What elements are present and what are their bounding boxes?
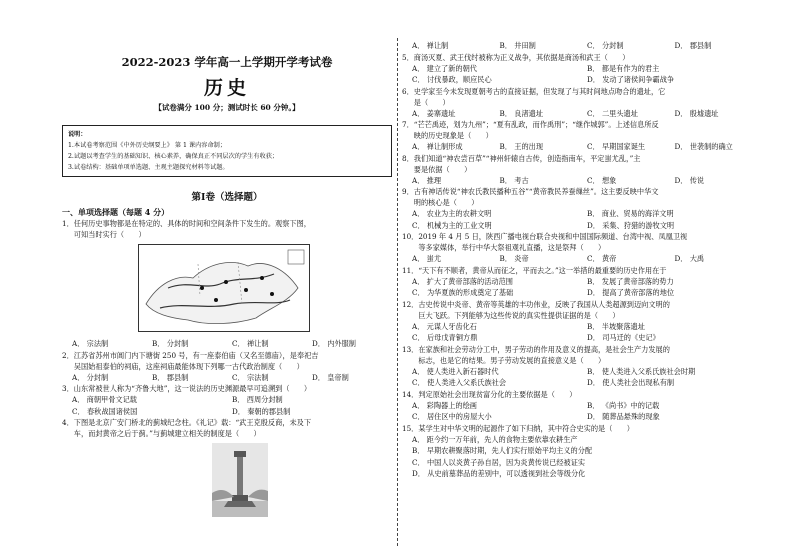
notes-line: 3.试卷结构：基础单项单选题、主观主题探究材料等试题。 [68,164,229,171]
question-number: 9． [402,187,414,196]
question-line [402,97,762,108]
notes-box [62,125,392,177]
question-item [62,383,392,417]
answer-option: C． 黄帝 [587,254,617,263]
answer-options [402,400,762,423]
answer-option: D． 传说 [674,175,705,185]
historical-map-image [138,244,310,332]
question-line [402,265,762,276]
question-text: 要是依据（ ） [413,164,472,174]
question-text: 江苏省苏州市阊门内下塘街 250 号，有一座泰伯庙（又名至德庙），是奉祀吉 [73,350,319,360]
question-item [402,186,762,231]
answer-option: B． 井田制 [499,41,536,50]
question-line [402,119,762,130]
answer-option: A． 商朝甲骨文记载 [72,395,137,404]
question-text: 是（ ） [413,97,450,107]
answer-option: D． 郡县制 [674,41,712,50]
answer-option: D． 大禹 [674,254,705,263]
answer-options [62,372,392,384]
answer-options [402,40,762,52]
question-item [62,350,392,384]
question-number: 2． [62,350,74,360]
answer-option: B． 考古 [499,175,529,185]
answer-option: D． 司马迁的《史记》 [587,333,660,342]
answer-options [402,108,762,120]
notes-line: 1.本试卷考察范围《中外历史纲要上》 第 1 课内容命制； [68,142,227,149]
question-item [402,389,762,423]
answer-option: C． 使人类进入父系氏族社会 [412,378,507,387]
question-text: 明的核心是（ ） [413,198,479,207]
answer-option: A． 彩陶器上的绘画 [412,400,477,410]
answer-option: B． 王的出现 [499,142,544,151]
answer-option: D． 使人类社会出现私有制 [587,378,675,387]
answer-option: D． 皇帝制 [312,372,349,382]
question-line [402,423,762,434]
question-line [402,164,762,175]
answer-option: C． 早期国家诞生 [587,142,646,151]
question-line [402,86,762,97]
question-text: 车，而封黄帝之后于蓟。”与蓟城建立相关的制度是（ ） [73,429,261,438]
answer-option: C． 春秋战国诸侯国 [72,406,138,416]
question-number: 5． [402,52,414,62]
answer-option: A． 蚩尤 [412,254,442,263]
answer-option: C． 宗法制 [232,372,269,382]
answer-options [402,434,762,480]
question-line [62,428,392,439]
question-list-right [402,40,762,480]
question-line [402,310,762,321]
answer-options [402,208,762,231]
question-line [402,355,762,366]
question-text: 商汤灭夏、武王伐纣被称为正义战争，其依据是商汤和武王（ ） [413,52,630,62]
answer-option: D． 内外服制 [312,339,356,348]
answer-option: C． 禅让制 [232,339,269,348]
answer-option: C． 后母戊青铜方鼎 [412,333,478,342]
question-line [62,218,392,229]
answer-option: D． 采集、狩猎的游牧文明 [587,220,675,230]
answer-option: B． 使人类进入父系氏族社会时期 [587,366,696,376]
answer-option: D． 世袭制的确立 [674,142,733,151]
question-text: 山东常被世人称为“齐鲁大地”，这一说法的历史渊源最早可追溯到（ ） [73,384,312,393]
question-text: 映的历史现象是（ ） [413,131,493,140]
question-number: 1． [62,219,74,228]
answer-option: C． 二里头遗址 [587,108,638,118]
question-list-left [62,218,392,520]
question-item [402,153,762,187]
question-item [402,423,762,480]
subject-title: 历史 [203,77,250,99]
question-text: 等多家媒体，举行中华大祭祖观礼直播，这是祭拜（ ） [418,243,606,252]
right-column [402,40,762,480]
answer-option: B． 炎帝 [499,254,529,263]
notes-line: 2.试题以考查学生的基础知识、核心素养，确保真正不同层次的学生有收获； [68,153,279,160]
answer-option: A． 扩大了黄帝部落的活动范围 [412,276,513,286]
answer-option: C． 想象 [587,175,617,185]
answer-option: D． 从史前墓葬品的差别中，可以透视到社会等级分化 [412,469,586,478]
question-number: 6． [402,86,414,96]
question-text: 史学家至今未发现夏朝考古的直接证据，但发现了与其时间地点吻合的遗址，它 [413,86,666,96]
question-text: 某学生对中华文明的起源作了如下归纳，其中符合史实的是（ ） [418,423,634,433]
answer-option: C． 讨伐暴政，顺应民心 [412,75,492,84]
answer-option: B． 半坡聚落遗址 [587,321,645,331]
answer-option: B． 都是有作为的君主 [587,63,660,73]
question-text: 巨大飞跃。下列能够为这些传说的真实性提供证据的是（ ） [418,310,620,320]
question-text: 下图是北京广安门桥北的蓟城纪念柱。《礼记》载：“武王克殷反商，未及下 [73,418,312,427]
question-text: 可知当时实行（ ） [73,230,146,239]
answer-options [402,276,762,299]
question-text: 标志，也是它的结果。男子劳动发展的直接意义是（ ） [418,355,606,365]
question-line [62,229,392,240]
question-line [402,299,762,310]
answer-options [402,321,762,344]
question-number: 8． [402,153,414,163]
answer-option: B． 发展了黄帝部落的势力 [587,276,674,286]
answer-options [402,141,762,153]
question-line [62,417,392,428]
answer-option: A． 农业为主的农耕文明 [412,209,492,218]
answer-option: D． 秦朝的郡县制 [232,406,291,416]
question-line [402,153,762,164]
question-text: 判定原始社会出现贫富分化的主要依据是（ ） [418,389,577,399]
question-number: 7． [402,120,414,129]
answer-option: A． 分封制 [72,372,109,382]
section-heading: 一、单项选择题（每题 4 分） [62,207,170,217]
question-text: 在家族和社会劳动分工中，男子劳动的作用及意义的提高，是社会生产力发展的 [418,344,670,354]
answer-option: B． 郡县制 [152,372,189,382]
answer-option: A． 宗法制 [72,339,109,348]
answer-option: B． 分封制 [152,339,189,348]
exam-info: 【试卷满分 100 分；测试时长 60 分钟。】 [154,103,300,112]
column-divider [397,38,398,546]
question-line [402,197,762,208]
question-line [402,231,762,242]
answer-option: D． 随葬品悬殊的现象 [587,412,660,421]
notes-heading: 说明： [68,131,87,138]
question-text: 我们知道“神农尝百草”“神州轩辕自古传，创造指南车，平定蚩尤乱，”主 [413,153,641,163]
answer-option: A． 推理 [412,175,442,185]
answer-option: B． 早期农耕聚落时期，先人们实行原始平均主义的分配 [412,446,593,455]
question-item [62,417,392,520]
question-text: 任何历史事物都是在特定的、具体的时间和空间条件下发生的。观察下图， [73,219,311,228]
answer-options [402,253,762,265]
question-number: 12． [402,299,419,309]
question-line [402,242,762,253]
answer-option: A． 姜寨遗址 [412,108,456,118]
answer-options [62,394,392,417]
question-line [402,344,762,355]
question-item [62,218,392,350]
answer-options [402,63,762,86]
question-text: “天下有不顺者，黄帝从而征之，平而去之。”这一举措的最重要的历史作用在于 [418,265,667,275]
question-number: 11． [402,265,419,275]
question-item [402,344,762,389]
answer-option: A． 禅让制形成 [412,142,463,151]
question-number: 10． [402,232,419,241]
answer-option: D． 殷墟遗址 [674,108,719,118]
answer-option: B． 《尚书》中的记载 [587,400,660,410]
answer-option: C． 为华夏族的形成奠定了基础 [412,288,514,297]
answer-option: A． 元谋人牙齿化石 [412,321,477,331]
answer-option: B． 西周分封制 [232,395,283,404]
answer-option: A． 禅让制 [412,41,449,50]
question-item [402,231,762,265]
answer-option: D． 提高了黄帝部落的地位 [587,288,675,297]
question-item [402,52,762,86]
answer-option: A． 距今约一万年前，先人的食物主要依靠农耕生产 [412,434,578,444]
question-item [402,119,762,153]
question-line [402,389,762,400]
answer-option: C． 中国人以炎黄子孙自居，因为炎黄传说已经被证实 [412,457,586,467]
question-line [402,130,762,141]
answer-option: C． 分封制 [587,41,624,50]
question-number: 14． [402,389,419,399]
question-item [402,299,762,344]
question-line [62,361,392,372]
answer-options [62,338,392,350]
question-item [402,86,762,120]
answer-option: B． 良渚遗址 [499,108,544,118]
question-item [402,40,762,52]
question-number: 4． [62,418,74,427]
part-title: 第Ⅰ卷（选择题） [191,192,263,203]
question-line [402,186,762,197]
question-text: “芒芒禹迹，划为九州”；“夏有乱政，而作禹刑”；“继作城郭”。上述信息所反 [413,120,659,129]
answer-option: C． 机械为主的工业文明 [412,220,492,230]
left-column [62,40,392,520]
question-text: 古有神话传说“神农氏教民播种五谷”“黄帝教民养蚕缫丝”。这主要反映中华文 [413,187,659,196]
question-number: 13． [402,344,419,354]
question-text: 吴国始祖泰伯的祠庙，这座祠庙最能体现下列哪一古代政治制度（ ） [73,361,304,371]
question-item [402,265,762,299]
answer-option: D． 发动了诸侯间争霸战争 [587,75,675,84]
question-text: 2019 年 4 月 5 日，陕西广播电视台联合央视和中国国际频道、台湾中视、凤凰卫视 [418,232,688,241]
answer-options [402,366,762,389]
exam-title: 2022-2023 学年高一上学期开学考试卷 [121,55,333,69]
question-text: 古史传说中炎帝、黄帝等英雄的丰功伟业，反映了我国从人类超源到迈向文明的 [418,299,670,309]
question-number: 15． [402,423,419,433]
question-line [402,52,762,63]
answer-option: A． 使人类进入新石器时代 [412,366,499,376]
answer-option: A． 建立了新的朝代 [412,63,477,73]
answer-option: C． 居住区中的房屋大小 [412,412,492,421]
answer-option: B． 商业、贸易的海洋文明 [587,209,674,218]
answer-options [402,175,762,187]
question-line [62,383,392,394]
question-number: 3． [62,384,74,393]
question-line [62,350,392,361]
memorial-column-photo [212,443,268,517]
